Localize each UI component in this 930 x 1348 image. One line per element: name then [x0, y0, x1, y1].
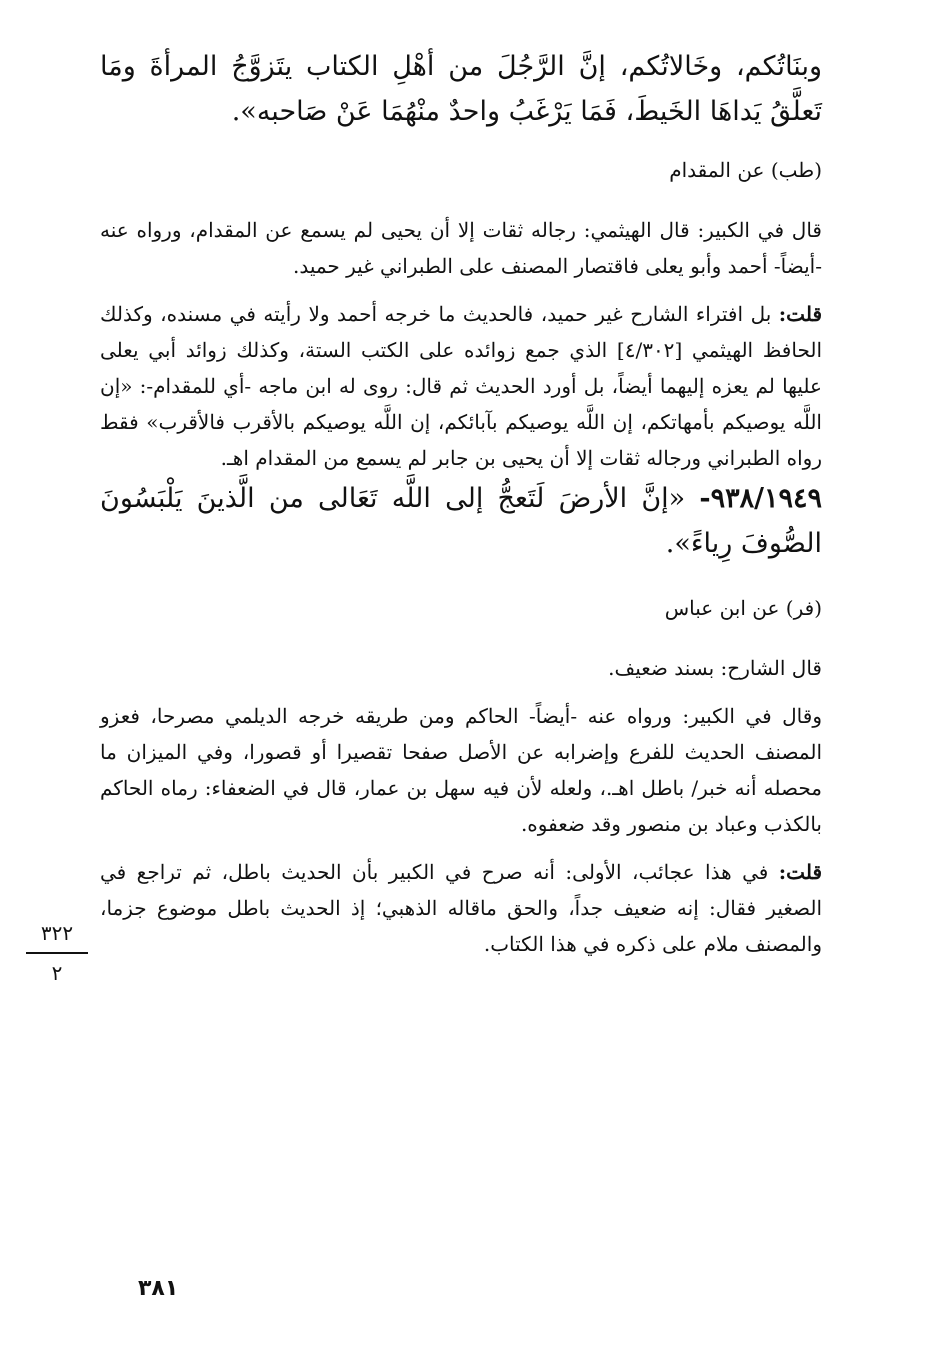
margin-reference	[26, 918, 88, 988]
hadith-continuation: وبنَاتُكم، وخَالاتُكم، إنَّ الرَّجُلَ من أهْلِ الكتاب يتَزوَّجُ المرأةَ ومَا تَعلَّقُ يَداهَا الخَيطَ، فَمَا يَرْغَبُ واحدٌ منْهُمَا عَنْ صَاحبه».	[100, 51, 822, 127]
page-number: ٣٨١	[138, 1276, 179, 1301]
hadith-source: (طب) عن المقدام	[669, 158, 822, 182]
page-body	[100, 44, 822, 962]
commentary-paragraph: قال في الكبير: قال الهيثمي: رجاله ثقات إلا أن يحيى لم يسمع عن المقدام، ورواه عنه -أيضاً- أحمد وأبو يعلى فاقتصار المصنف على الطبراني غير حميد.	[100, 218, 822, 278]
response-text: في هذا عجائب، الأولى: أنه صرح في الكبير بأن الحديث باطل، ثم تراجع في الصغير فقال: إنه ضعيف جداً، والحق ماقاله الذهبي؛ إذ الحديث باطل موضوع جزما، والمصنف ملام على ذكره في هذا الكتاب.	[100, 860, 822, 956]
response-label: قلت:	[778, 302, 822, 326]
hadith-body: «إنَّ الأرضَ لَتَعجُّ إلى اللَّه تَعَالى من الَّذينَ يَلْبَسُونَ الصُّوفَ رِياءً».	[100, 483, 822, 559]
hadith-number: ٩٣٨/١٩٤٩-	[699, 483, 822, 514]
margin-reference-volume: ٣٢٢	[40, 921, 74, 945]
response-paragraph	[100, 854, 822, 962]
margin-reference-part: ٢	[51, 961, 63, 985]
commentary-line: قال الشارح: بسند ضعيف.	[608, 656, 822, 680]
response-label: قلت:	[778, 860, 822, 884]
response-text: بل افتراء الشارح غير حميد، فالحديث ما خرجه أحمد ولا رأيته في مسنده، وكذلك الحافظ الهيثمي [٤/٣٠٢] الذي جمع زوائده على الكتب الستة، وكذلك زوائد أبي يعلى عليها لم يعزه إليهما أيضاً، بل أورد الحديث ثم قال: روى له ابن ماجه -أي للمقدام-: «إن اللَّه يوصيكم بأمهاتكم، إن اللَّه يوصيكم بآبائكم، إن اللَّه يوصيكم بالأقرب فالأقرب» فقط رواه الطبراني ورجاله ثقات إلا أن يحيى بن جابر لم يسمع من المقدام اهـ.	[100, 302, 823, 470]
commentary-paragraph: وقال في الكبير: ورواه عنه -أيضاً- الحاكم ومن طريقه خرجه الديلمي مصرحا، فعزو المصنف الحديث للفرع وإضرابه عن الأصل صفحا تقصيرا أو قصورا، وفي الميزان ما محصله أنه خبر/ باطل اهـ.، ولعله لأن فيه سهل بن عمار، قال في الضعفاء: رماه الحاكم بالكذب وعباد بن منصور وقد ضعفوه.	[100, 704, 822, 836]
hadith-text	[100, 476, 822, 566]
hadith-source: (فر) عن ابن عباس	[664, 596, 822, 620]
response-paragraph	[100, 296, 822, 476]
margin-divider	[26, 952, 88, 954]
